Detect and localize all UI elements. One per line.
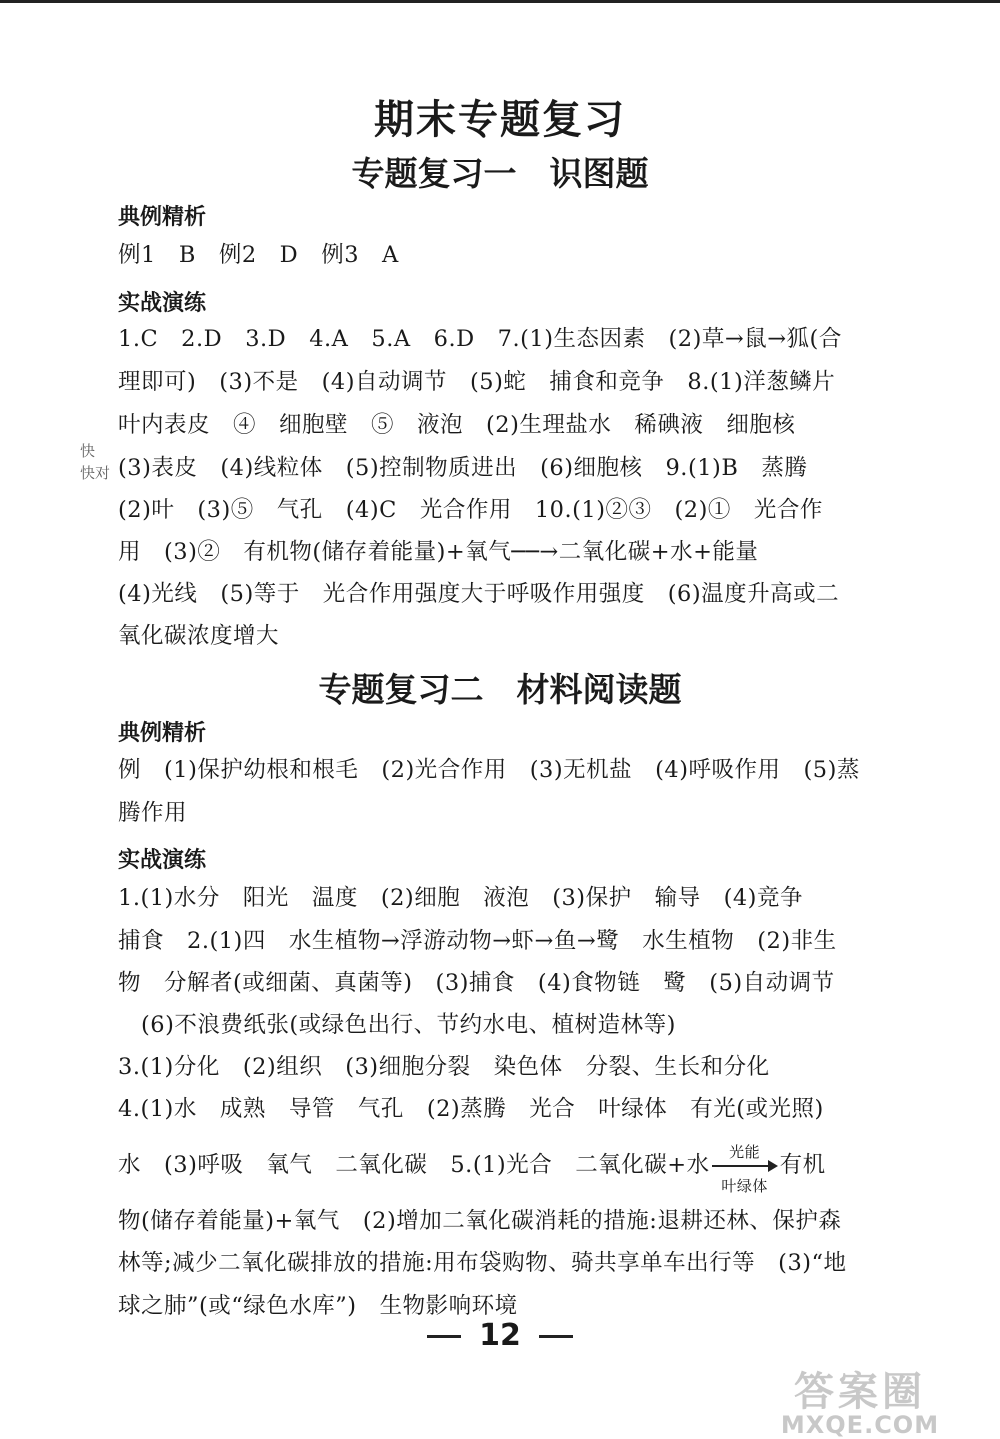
section2-example-line: 腾作用 <box>118 800 188 826</box>
watermark-logo <box>740 1360 980 1439</box>
side-note-line: 快对 <box>80 464 111 482</box>
side-note <box>80 440 110 484</box>
arrow-condition-light: 光能 <box>729 1143 761 1161</box>
section1-example-heading: 典例精析 <box>118 205 207 230</box>
section2-example-heading: 典例精析 <box>118 721 207 746</box>
page-number <box>0 1318 1000 1353</box>
section1-example-line: 例1 B 例2 D 例3 A <box>118 242 399 268</box>
page-number-text: 12 <box>479 1318 521 1353</box>
section2-tail-line: 林等;减少二氧化碳排放的措施:用布袋购物、骑共享单车出行等 (3)“地 <box>118 1250 847 1276</box>
section2-line: 捕食 2.(1)四 水生植物→浮游动物→虾→鱼→鹭 水生植物 (2)非生 <box>118 928 837 954</box>
section2-line: 4.(1)水 成熟 导管 气孔 (2)蒸腾 光合 叶绿体 有光(或光照) <box>118 1096 824 1122</box>
section1-practice-heading: 实战演练 <box>118 291 207 316</box>
section1-line: (3)表皮 (4)线粒体 (5)控制物质进出 (6)细胞核 9.(1)B 蒸腾 <box>118 455 808 481</box>
section2-practice-heading: 实战演练 <box>118 848 207 873</box>
section2-line: 1.(1)水分 阳光 温度 (2)细胞 液泡 (3)保护 输导 (4)竞争 <box>118 885 803 911</box>
page-title: 期末专题复习 <box>374 97 626 143</box>
section2-line: 物 分解者(或细菌、真菌等) (3)捕食 (4)食物链 鹭 (5)自动调节 <box>118 970 835 996</box>
section2-tail-line: 物(储存着能量)+氧气 (2)增加二氧化碳消耗的措施:退耕还林、保护森 <box>118 1208 842 1234</box>
reaction-arrow <box>710 1143 780 1195</box>
section1-title: 专题复习一 识图题 <box>351 154 649 193</box>
arrow-condition-chloroplast: 叶绿体 <box>721 1177 768 1195</box>
section2-example-line: 例 (1)保护幼根和根毛 (2)光合作用 (3)无机盐 (4)呼吸作用 (5)蒸 <box>118 757 860 783</box>
section1-line: 1.C 2.D 3.D 4.A 5.A 6.D 7.(1)生态因素 (2)草→鼠→狐(合 <box>118 326 842 352</box>
watermark-url: MXQE.COM <box>780 1411 940 1439</box>
section1-line: 氧化碳浓度增大 <box>118 623 280 649</box>
section1-line: 用 (3)② 有机物(储存着能量)+氧气──→二氧化碳+水+能量 <box>118 539 759 565</box>
watermark-text: 答案圈 <box>794 1369 926 1415</box>
section2-line: 3.(1)分化 (2)组织 (3)细胞分裂 染色体 分裂、生长和分化 <box>118 1054 770 1080</box>
equation-line <box>118 1143 940 1195</box>
top-rule <box>0 0 1000 3</box>
section1-line: 理即可) (3)不是 (4)自动调节 (5)蛇 捕食和竞争 8.(1)洋葱鳞片 <box>118 369 836 395</box>
section1-line: (2)叶 (3)⑤ 气孔 (4)C 光合作用 10.(1)②③ (2)① 光合作 <box>118 497 823 523</box>
section2-tail-line: 球之肺”(或“绿色水库”) 生物影响环境 <box>118 1293 518 1319</box>
section2-line: (6)不浪费纸张(或绿色出行、节约水电、植树造林等) <box>118 1012 676 1038</box>
equation-after: 有机 <box>779 1152 826 1178</box>
equation-before: 水 (3)呼吸 氧气 二氧化碳 5.(1)光合 二氧化碳+水 <box>118 1152 710 1178</box>
side-note-line: 快 <box>80 442 96 460</box>
section2-title: 专题复习二 材料阅读题 <box>318 670 682 709</box>
section1-line: (4)光线 (5)等于 光合作用强度大于呼吸作用强度 (6)温度升高或二 <box>118 581 840 607</box>
section1-line: 叶内表皮 ④ 细胞壁 ⑤ 液泡 (2)生理盐水 稀碘液 细胞核 <box>118 412 796 438</box>
